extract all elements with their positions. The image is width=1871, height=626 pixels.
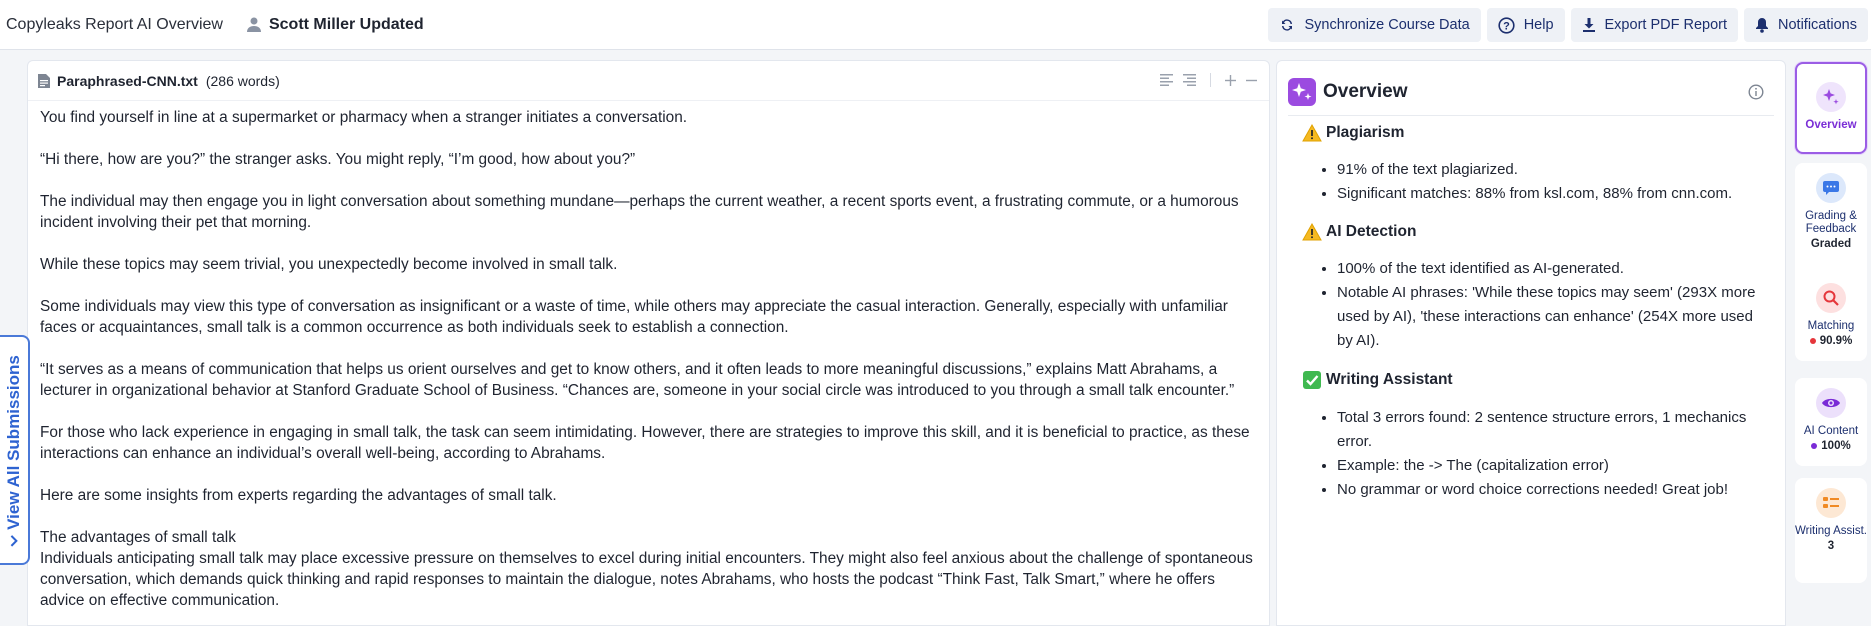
writing-assistant-section-title <box>1302 370 1771 390</box>
list-icon <box>1816 488 1846 518</box>
paragraph: While these topics may seem trivial, you unexpectedly become involved in small talk. <box>40 256 618 273</box>
rail-overview-label: Overview <box>1805 119 1857 131</box>
zoom-out-icon[interactable] <box>1246 75 1257 86</box>
info-icon[interactable] <box>1748 84 1764 100</box>
user-icon <box>247 17 261 32</box>
export-pdf-label: Export PDF Report <box>1604 17 1728 33</box>
synchronize-course-data-button[interactable] <box>1268 8 1480 42</box>
tools-separator <box>1210 73 1211 87</box>
align-left-icon[interactable] <box>1160 74 1173 86</box>
check-icon <box>1302 370 1322 390</box>
document-panel <box>27 60 1270 626</box>
rail-writing-value: 3 <box>1827 540 1835 552</box>
right-rail <box>1792 60 1871 626</box>
zoom-in-icon[interactable] <box>1225 75 1236 86</box>
ai-detection-title: AI Detection <box>1326 223 1417 240</box>
paragraph: Here are some insights from experts regarding the advantages of small talk. <box>40 487 557 504</box>
file-name: Paraphrased-CNN.txt <box>57 72 198 89</box>
top-actions <box>1268 8 1868 42</box>
plagiarism-section-title <box>1302 124 1771 142</box>
paragraph: You find yourself in line at a supermarket or pharmacy when a stranger initiates a conversation. <box>40 109 688 126</box>
paragraph: The individual may then engage you in light conversation about something mundane—perhaps the current weather, a recent sports event, a frustrating commute, or a humorous incident involving their pet that morning. <box>40 193 1239 231</box>
writing-assistant-list <box>1302 406 1771 502</box>
status-dot <box>1811 443 1817 449</box>
rail-ai-content-value-row <box>1811 440 1850 452</box>
paragraph: “It serves as a means of communication that helps us orient ourselves and get to know others, and it often leads to more meaningful discussions,” explains Matt Abrahams, a lecturer in organizational behavior at Stanford Graduate School of Business. “Chances are, someone in your social circle was introduced to you through a small talk encounter.” <box>40 361 1235 399</box>
synchronize-label: Synchronize Course Data <box>1304 17 1470 33</box>
svg-text:?: ? <box>1502 20 1510 32</box>
rail-matching-value-row <box>1810 335 1853 347</box>
list-item: • 100% of the text identified as AI-generated. <box>1337 257 1771 281</box>
rail-ai-content[interactable] <box>1795 378 1867 466</box>
paragraph: Individuals anticipating small talk may place excessive pressure on themselves to excel during initial encounters. They might also feel anxious about the challenge of spontaneous conversation, which demands quick thinking and rapid responses to maintain the dialogue, notes Abrahams, who hosts the podcast “Think Fast, Talk Smart,” where he offers advice on effective communication. <box>40 550 1253 609</box>
rail-grading-value: Graded <box>1810 238 1852 250</box>
paragraph-heading: The advantages of small talk <box>40 529 236 546</box>
view-all-submissions-tab[interactable] <box>0 335 30 565</box>
export-pdf-report-button[interactable] <box>1571 8 1739 42</box>
file-icon <box>38 74 50 88</box>
list-item: • No grammar or word choice corrections needed! Great job! <box>1337 478 1771 502</box>
app-title: Copyleaks Report AI Overview <box>6 15 223 33</box>
paragraph: “Hi there, how are you?” the stranger asks. You might reply, “I’m good, how about you?” <box>40 151 636 168</box>
notifications-button[interactable] <box>1744 8 1868 42</box>
help-icon <box>1498 17 1515 34</box>
download-icon <box>1582 17 1596 33</box>
bell-icon <box>1755 17 1769 33</box>
overview-title: Overview <box>1323 80 1408 102</box>
document-text <box>28 101 1269 611</box>
word-count: (286 words) <box>205 72 280 89</box>
sparkle-icon <box>1288 78 1316 106</box>
document-header <box>28 61 1269 101</box>
rail-matching-value: 90.9% <box>1819 335 1853 347</box>
status-dot <box>1810 338 1816 344</box>
paragraph: Some individuals may view this type of conversation as insignificant or a waste of time, while others may appreciate the casual interaction. Generally, especially with unfamiliar faces or acquaintances, small talk is a common occurrence as both individuals seek to establish a connection. <box>40 298 1228 336</box>
list-item: • Significant matches: 88% from ksl.com, 88% from cnn.com. <box>1337 182 1771 206</box>
sparkle-icon <box>1816 82 1846 112</box>
user-name: Scott Miller Updated <box>268 15 424 33</box>
warning-icon <box>1302 223 1322 241</box>
align-justify-icon[interactable] <box>1183 74 1196 86</box>
rail-matching[interactable] <box>1795 273 1867 361</box>
chat-icon <box>1816 173 1846 203</box>
list-item: • 91% of the text plagiarized. <box>1337 158 1771 182</box>
help-button[interactable] <box>1487 8 1565 42</box>
rail-writing-assist[interactable] <box>1795 478 1867 583</box>
warning-icon <box>1302 124 1322 142</box>
magnifier-icon <box>1816 283 1846 313</box>
document-tools <box>1160 73 1257 87</box>
sync-icon <box>1279 17 1295 33</box>
rail-grading-label: Grading & Feedback <box>1805 210 1857 235</box>
rail-ai-content-label: AI Content <box>1803 425 1859 437</box>
list-item: • Example: the -> The (capitalization error) <box>1337 454 1771 478</box>
ai-detection-section-title <box>1302 223 1771 241</box>
rail-overview[interactable] <box>1795 62 1867 154</box>
chevron-right-icon <box>10 535 18 547</box>
overview-header <box>1288 68 1774 116</box>
list-item: • Notable AI phrases: 'While these topics may seem' (293X more used by AI), 'these interactions can enhance' (254X more used by AI). <box>1337 281 1771 353</box>
user-display <box>247 16 424 34</box>
rail-ai-content-value: 100% <box>1821 440 1851 452</box>
eye-icon <box>1816 388 1846 418</box>
overview-body <box>1277 116 1785 502</box>
rail-matching-label: Matching <box>1807 320 1855 332</box>
overview-panel <box>1276 60 1786 626</box>
rail-writing-label: Writing Assist. <box>1795 525 1867 537</box>
top-bar <box>0 0 1871 50</box>
ai-detection-list <box>1302 257 1771 353</box>
notifications-label: Notifications <box>1778 17 1857 33</box>
plagiarism-list <box>1302 158 1771 206</box>
view-all-submissions-label: View All Submissions <box>4 355 23 530</box>
writing-assistant-title: Writing Assistant <box>1326 371 1453 388</box>
paragraph: For those who lack experience in engaging in small talk, the task can seem intimidating. However, there are strategies to improve this skill, and it is beneficial to practice, as these interactions can enhance an individual’s overall well-being, according to Abrahams. <box>40 424 1250 462</box>
plagiarism-title: Plagiarism <box>1326 124 1405 141</box>
list-item: • Total 3 errors found: 2 sentence structure errors, 1 mechanics error. <box>1337 406 1771 454</box>
help-label: Help <box>1523 17 1554 33</box>
